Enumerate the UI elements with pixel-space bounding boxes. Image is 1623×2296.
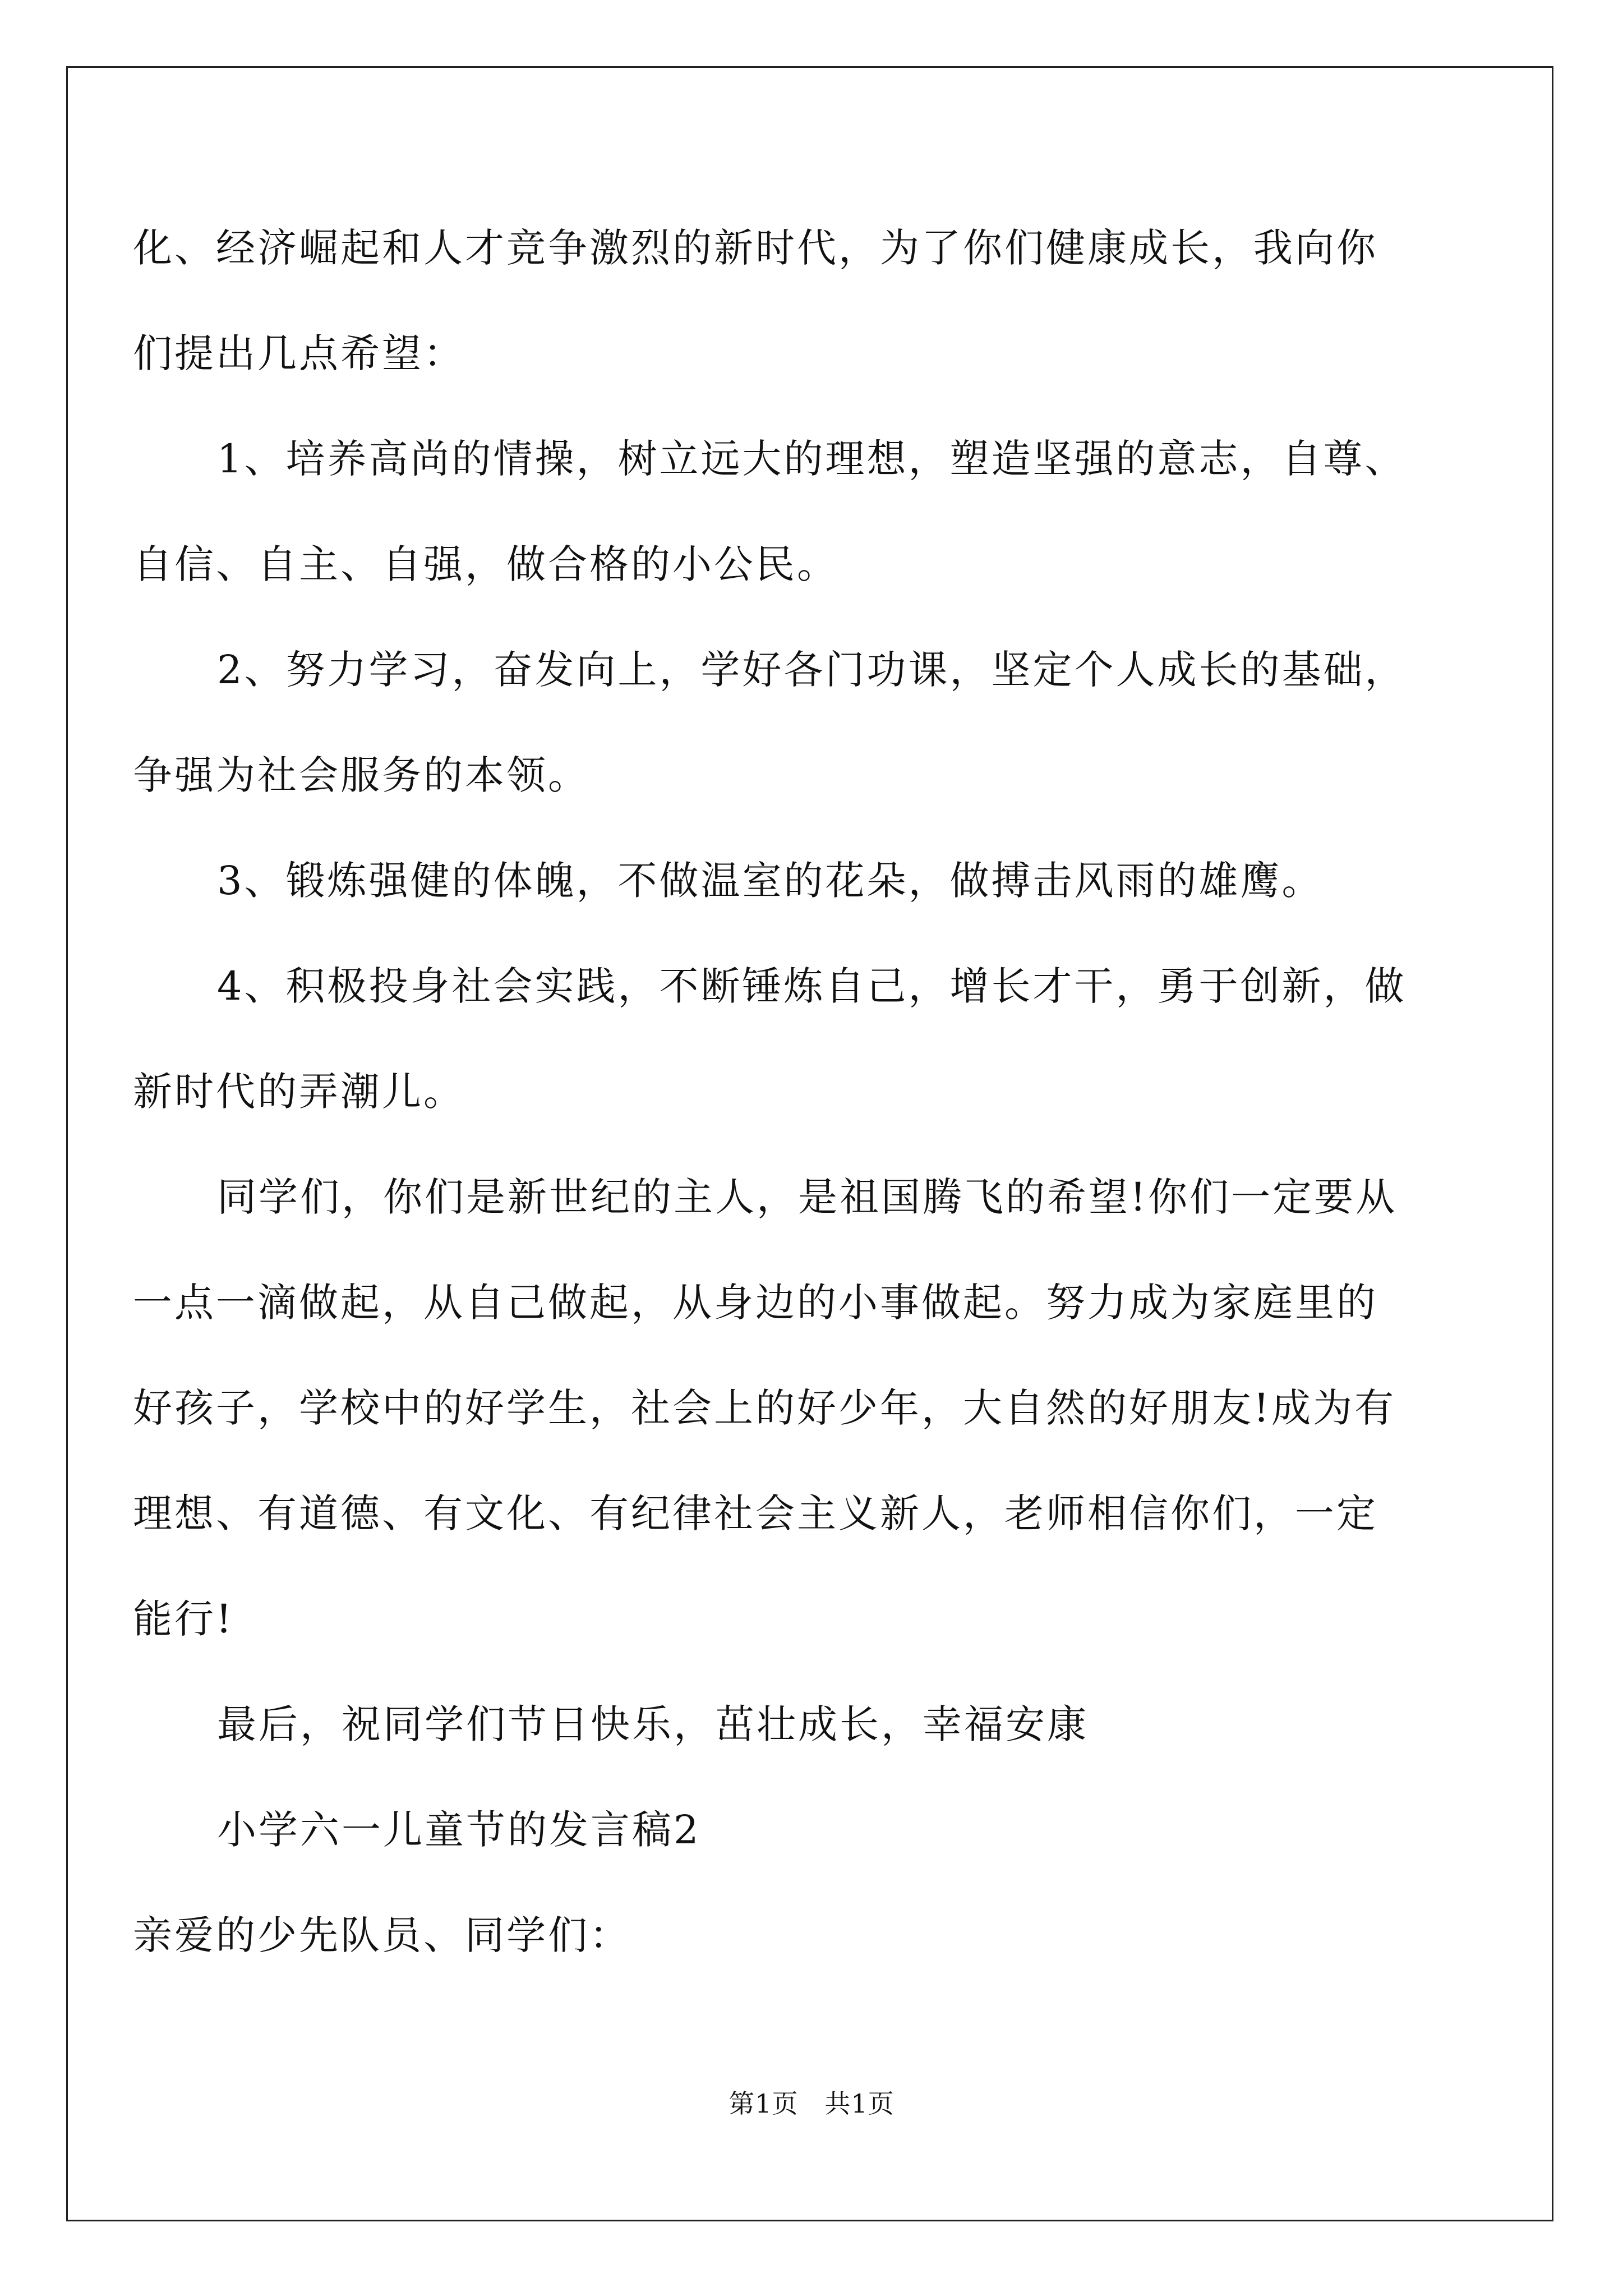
text-line: 最后，祝同学们节日快乐，茁壮成长，幸福安康 — [217, 1701, 1089, 1747]
text-line: 新时代的弄潮儿。 — [133, 1069, 465, 1115]
section-heading: 小学六一儿童节的发言稿2 — [217, 1807, 701, 1853]
text-line: 化、经济崛起和人才竞争激烈的新时代，为了你们健康成长，我向你 — [133, 225, 1378, 271]
text-line: 2、努力学习，奋发向上，学好各门功课，坚定个人成长的基础， — [217, 647, 1407, 693]
text-line: 同学们，你们是新世纪的主人，是祖国腾飞的希望!你们一定要从 — [217, 1174, 1398, 1220]
text-line: 一点一滴做起，从自己做起，从身边的小事做起。努力成为家庭里的 — [133, 1280, 1378, 1326]
text-line: 们提出几点希望： — [133, 330, 465, 376]
text-line: 自信、自主、自强，做合格的小公民。 — [133, 541, 838, 587]
page-number-footer: 第1页 共1页 — [728, 2088, 895, 2119]
text-line: 理想、有道德、有文化、有纪律社会主义新人，老师相信你们，一定 — [133, 1490, 1378, 1536]
text-line: 能行! — [133, 1596, 234, 1642]
text-line: 1、培养高尚的情操，树立远大的理想，塑造坚强的意志，自尊、 — [217, 436, 1407, 482]
document-body — [133, 209, 1456, 2001]
text-line: 好孩子，学校中的好学生，社会上的好少年，大自然的好朋友!成为有 — [133, 1385, 1396, 1431]
text-line: 争强为社会服务的本领。 — [133, 752, 589, 798]
text-line: 4、积极投身社会实践，不断锤炼自己，增长才干，勇于创新，做 — [217, 963, 1407, 1009]
text-line: 3、锻炼强健的体魄，不做温室的花朵，做搏击风雨的雄鹰。 — [217, 858, 1324, 904]
salutation: 亲爱的少先队员、同学们： — [133, 1912, 631, 1958]
